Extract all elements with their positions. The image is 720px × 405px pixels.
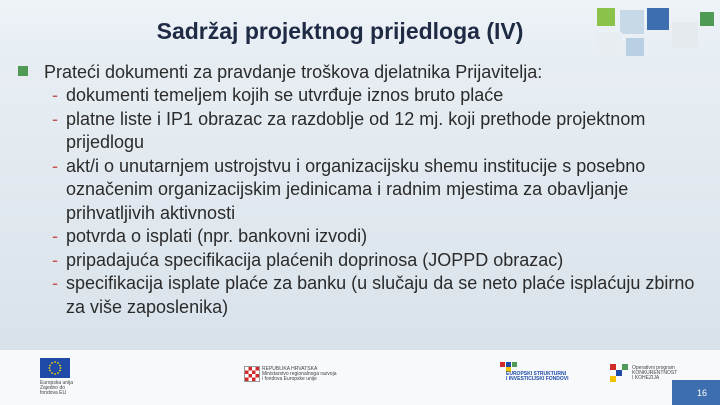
funds-text xyxy=(506,372,586,382)
program-text-line: I KOHEZIJA xyxy=(632,375,660,381)
ministry-text xyxy=(262,367,342,382)
list-item-text: potvrda o isplati (npr. bankovni izvodi) xyxy=(66,226,368,246)
dash-icon: - xyxy=(52,108,58,129)
dash-icon: - xyxy=(52,249,58,270)
decor-square xyxy=(672,22,698,48)
corner-block xyxy=(672,380,720,405)
slide-title: Sadržaj projektnog prijedloga (IV) xyxy=(156,18,524,44)
list-item-text: pripadajuća specifikacija plaćenih doprinosa (JOPPD obrazac) xyxy=(66,249,564,270)
list-item xyxy=(52,225,714,249)
decor-square xyxy=(620,10,644,34)
list-item-text: dokumenti temeljem kojih se utvrđuje iznos bruto plaće xyxy=(66,85,504,105)
eu-text xyxy=(40,381,80,396)
dash-icon: - xyxy=(52,226,58,246)
program-text-line: Operativni program xyxy=(632,365,675,371)
decor-square xyxy=(700,12,714,26)
eu-flag-icon xyxy=(40,358,70,378)
op-logo-icon xyxy=(610,364,628,382)
decor-square xyxy=(647,8,669,30)
bullet-square-icon xyxy=(18,66,28,76)
funds-text-line: EUROPSKI STRUKTURNI xyxy=(506,371,567,377)
list-item xyxy=(52,108,714,155)
page-number: 16 xyxy=(697,388,708,398)
program-text xyxy=(632,366,692,381)
program-text-line: KONKURENTNOST xyxy=(632,370,678,376)
list-item xyxy=(52,249,714,273)
ministry-text-line: Ministarstvo regionalnoga razvoja xyxy=(262,371,337,377)
list-item-text: akt/i o unutarnjem ustrojstvu i organizacijsku shemu institucije s posebno označenim organizacijskim jedinicama i radnim mjestima za obavljanje prihvatljivih aktivnosti xyxy=(66,155,646,223)
ministry-text-line: REPUBLIKA HRVATSKA xyxy=(262,366,318,372)
croatia-coat-icon xyxy=(244,366,260,382)
decor-square xyxy=(626,38,644,56)
list-item xyxy=(52,272,714,319)
dash-icon: - xyxy=(52,273,58,293)
list-item xyxy=(52,84,714,108)
list-item xyxy=(52,155,714,226)
list-item-text: specifikacija isplate plaće za banku (u slučaju da se neto plaće isplaćuju zbirno za više zaposlenika) xyxy=(66,273,695,317)
dash-icon: - xyxy=(52,85,58,105)
main-bullet xyxy=(14,60,714,84)
list-item-text: platne liste i IP1 obrazac za razdoblje od 12 mj. koji prethode projektnom prijedlogu xyxy=(66,108,646,152)
ministry-text-line: i fondova Europske unije xyxy=(262,376,317,382)
eu-text-line: Europska unija xyxy=(40,380,74,386)
eu-text-line: Zajedno do fondova EU xyxy=(40,385,67,396)
sub-list xyxy=(14,84,714,319)
funds-text-line: I INVESTICIJSKI FONDOVI xyxy=(506,376,569,382)
dash-icon: - xyxy=(52,155,58,176)
main-bullet-text: Prateći dokumenti za pravdanje troškova djelatnika Prijavitelja: xyxy=(44,62,543,82)
decor-square xyxy=(596,32,622,60)
content xyxy=(14,60,714,319)
decor-square xyxy=(597,8,615,26)
